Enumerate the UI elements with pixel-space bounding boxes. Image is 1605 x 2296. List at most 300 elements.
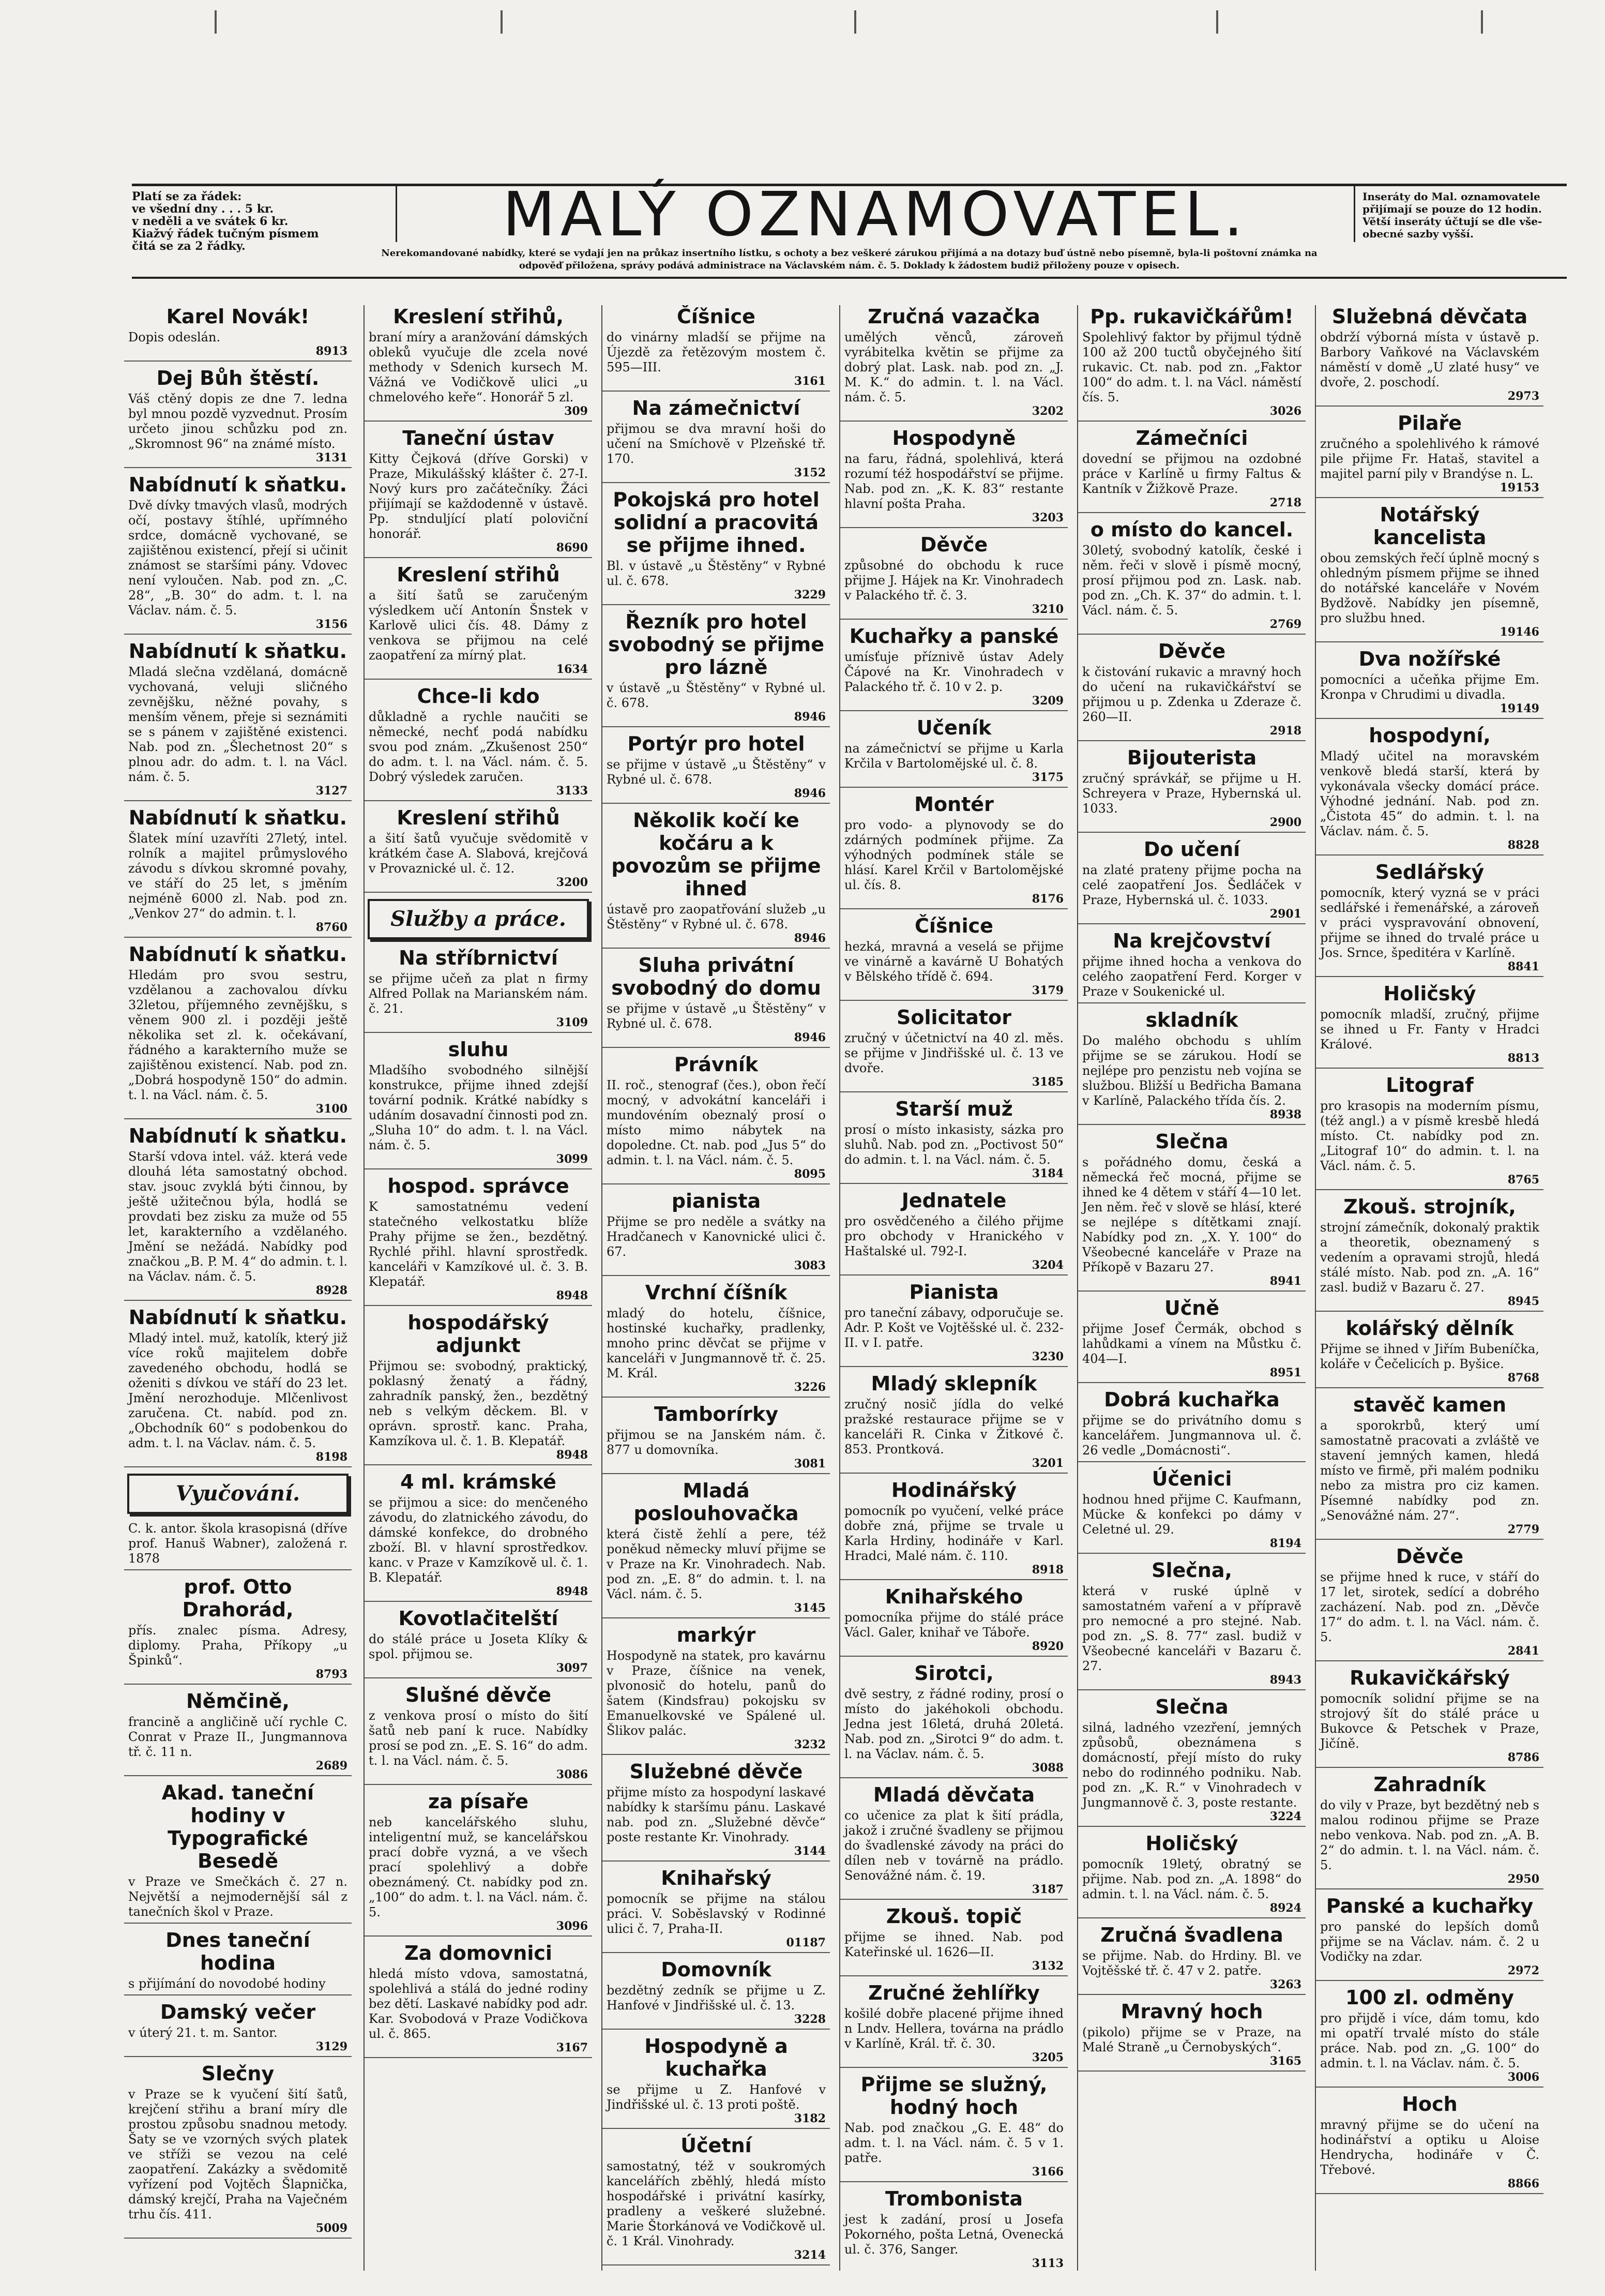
ad-text: se přijme. Nab. do Hrdiny. Bl. ve Vojtěšské tř. č. 47 v 2. patře.	[1082, 1948, 1301, 1978]
classified-ad	[840, 1281, 1068, 1367]
classified-ad	[602, 2134, 830, 2265]
ad-title: Služebné děvče	[629, 1760, 803, 1783]
classified-ad	[365, 806, 592, 893]
classified-ad	[840, 2073, 1068, 2182]
ad-title: prof. Otto Drahorád,	[182, 1575, 294, 1621]
ad-code: 8943	[1269, 1673, 1301, 1687]
classified-ad	[124, 1306, 352, 1467]
ad-text: přís. znalec písma. Adresy, diplomy. Praha, Příkopy „u Špinků“.	[128, 1623, 347, 1668]
ad-code: 19153	[1500, 481, 1539, 494]
classified-ad	[1316, 1667, 1543, 1768]
ad-text: pomocník, který vyzná se v práci sedlářské i řemenářské, a zároveň v práci vyspravování obnovení, přijme se ihned do trvalé práce u Jos. Srnce, špeditéra v Karlíně.	[1320, 886, 1539, 960]
ad-code: 2973	[1507, 389, 1539, 403]
classified-ad	[1078, 1388, 1306, 1462]
classified-ad	[1316, 1545, 1543, 1661]
ad-code: 8948	[556, 1289, 588, 1302]
ad-text: (pikolo) přijme se v Praze, na Malé Straně „u Černobyských“.	[1082, 2025, 1301, 2054]
classified-ad	[1078, 2000, 1306, 2072]
ad-title: Dej Bůh štěstí.	[156, 367, 320, 389]
classified-ad	[365, 1607, 592, 1678]
ad-code: 3228	[794, 2013, 826, 2026]
ad-title: Holičský	[1145, 1832, 1238, 1855]
ad-text: na faru, řádná, spolehlivá, která rozumí též hospodářství se přijme. Nab. pod zn. „K. K. 83“ restante hlavní pošta Praha.	[844, 452, 1064, 511]
classified-ad	[840, 2187, 1068, 2271]
ad-text: do vinárny mladší se přijme na Újezdě za řetězovým mostem č. 595—III.	[607, 330, 826, 374]
ad-text: se přijme hned k ruce, v stáří do 17 let, sirotek, sedící a dobrého zacházení. Nab. pod zn. „Děvče 17“ do adm. t. l. na Václ. nám. č. 5.	[1320, 1570, 1539, 1644]
ad-code: 8768	[1507, 1371, 1539, 1385]
classified-ad	[840, 625, 1068, 711]
classified-ad	[365, 1790, 592, 1937]
ad-code: 8945	[1507, 1295, 1539, 1308]
ad-code: 3179	[1032, 984, 1064, 997]
ad-title: Panské a kuchařky	[1326, 1895, 1534, 1917]
ad-title: Pokojská pro hotel solidní a pracovitá se přijme ihned.	[613, 488, 820, 557]
ad-code: 3145	[794, 1601, 826, 1615]
classified-ad	[365, 1311, 592, 1465]
ad-code: 3096	[556, 1919, 588, 1933]
ad-text: II. roč., stenograf (čes.), obon řečí mocný, v advokátní kanceláři i mundovéním obeznalý prosí o místo mimo nábytek na dopoledne. Ct. nab. pod „Jus 5“ do admin. t. l. na Václ. nám. č. 5.	[607, 1078, 826, 1167]
classified-ad	[1316, 305, 1543, 407]
ad-text: přijme ihned hocha a venkova do celého zaopatření Ferd. Korger v Praze v Soukenické ul.	[1082, 954, 1301, 999]
ad-code: 3097	[556, 1661, 588, 1675]
ad-title: Sluha privátní svobodný do domu	[611, 954, 821, 999]
ad-title: Sedlářský	[1375, 861, 1485, 883]
ad-code: 2689	[315, 1759, 347, 1773]
ad-code: 8946	[794, 1031, 826, 1044]
ad-title: Zručná švadlena	[1100, 1924, 1283, 1946]
ad-title: 4 ml. krámské	[400, 1470, 556, 1493]
ad-text: neb kancelářského sluhu, inteligentní muž, se kancelářskou prací dobře vyzná, a ve všech prací spolehlivý a dobře obeznámený. Ct. nabídky pod zn. „100“ do adm. t. l. na Václ. nám. č. 5.	[369, 1815, 588, 1919]
ad-code: 2718	[1269, 496, 1301, 509]
ad-text: strojní zámečník, dokonalý praktik a theoretik, obeznamený s vedením a opravami strojů, hledá stálé místo. Nab. pod zn. „A. 16“ zasl. budiž v Bazaru č. 27.	[1320, 1220, 1539, 1295]
ad-column	[365, 305, 592, 2271]
ad-title: Mladý sklepník	[871, 1372, 1037, 1395]
classified-ad	[840, 1372, 1068, 1474]
ad-text: která v ruské úplně v samostatném vaření a v přípravě pro nemocné a pro stejné. Nab. pod zn. „S. 8. 77“ zasl. budiž v Všeobecné kanceláři v Bazaru č. 27.	[1082, 1584, 1301, 1673]
classified-ad	[1078, 518, 1306, 635]
ad-text: pomocníci a učeňka přijme Em. Kronpa v Chrudimi u divadla.	[1320, 672, 1539, 702]
classified-ad	[602, 954, 830, 1048]
ad-code: 3132	[1032, 1959, 1064, 1973]
ad-text: v Praze se k vyučení šití šatů, krejčení střihu a braní míry dle prostou způsobu snadnou metody. Šaty se ve vzorných svých platek ve stříži se vezou na celé zaopatření. Zakázky a svědomitě vyřízení pod Vojtěch Šlapnička, dámský krejčí, Praha na Vaječném trhu čís. 411.	[128, 2087, 347, 2222]
ad-text: braní míry a aranžování dámských obleků vyučuje dle zcela nové methody v Sdenich kursech M. Vážná ve Vodičkově ulici „u chmelového keře“. Honorář 5 zl.	[369, 330, 588, 404]
classified-ad	[602, 488, 830, 605]
classified-ad	[1078, 305, 1306, 422]
insertion-info-box	[1362, 190, 1567, 240]
classified-ad	[602, 1760, 830, 1862]
ad-code: 8760	[315, 921, 347, 934]
ad-code: 3230	[1032, 1350, 1064, 1363]
ad-text: co učenice za plat k šití prádla, jakož i zručné švadleny se přijmou do švadlenské závody na práci do dílen neb v továrně na prádlo. Senovážné nám. č. 19.	[844, 1808, 1064, 1883]
note-line: odpověď přiložena, správy podává administrace na Václavském nám. č. 5. Doklady k žádostem budiž přiloženy pouze v opisech.	[519, 260, 1180, 271]
ad-title: Učeník	[916, 716, 992, 739]
ad-title: Zručná vazačka	[868, 305, 1040, 328]
ad-title: stavěč kamen	[1353, 1393, 1507, 1416]
info-line: obecné sazby vyšší.	[1362, 228, 1474, 240]
ad-title: Knihařského	[885, 1585, 1023, 1608]
ad-title: Montér	[914, 793, 994, 816]
ad-text: s pořádného domu, česká a německá řeč mocná, přijme se ihned ke 4 dětem v stáří 4—10 let. Jen něm. řeč v slově se hlásí, které se nejlépe s dítětkami znají. Nabídky pod zn. „X. Y. 100“ do Všeobecné kanceláře v Praze na Příkopě v Bazaru 27.	[1082, 1155, 1301, 1274]
ad-text: Mladá slečna vzdělaná, domácně vychovaná, veluji sličného zevnějšku, něžné povahy, s menším věnem, přeje si seznámiti se s pánem v zajištěné existenci. Nab. pod zn. „Šlechetnost 20“ s plnou adr. do adm. t. l. na Václ. nám. č. 5.	[128, 665, 347, 784]
ad-code: 3226	[794, 1380, 826, 1394]
ad-text: Přijme se ihned v Jiřím Bubeníčka, koláře v Čečelicích p. Byšice.	[1320, 1342, 1539, 1371]
note-line: Nerekomandované nabídky, které se vydají jen na průkaz insertního lístku, s ochoty a bez veškeré zárukou přijímá a na dotazy buď ústně nebo písemně, byla-li poštovní známka na	[381, 248, 1318, 259]
ad-text: na zámečnictví se přijme u Karla Krčila v Bartolomějské ul. č. 8.	[844, 741, 1064, 771]
ad-title: pianista	[671, 1190, 761, 1212]
ad-code: 3202	[1032, 404, 1064, 418]
ad-text: Bl. v ústavě „u Štěstěny“ v Rybné ul. č. 678.	[607, 559, 826, 588]
classified-ad	[124, 1929, 352, 1995]
ad-text: přijme Josef Čermák, obchod s lahůdkami a vínem na Můstku č. 404—I.	[1082, 1322, 1301, 1366]
classified-ad	[840, 1189, 1068, 1275]
ad-code: 3109	[556, 1016, 588, 1029]
ad-text: v ústavě „u Štěstěny“ v Rybné ul. č. 678.	[607, 681, 826, 710]
ad-title: Hospodyně	[892, 427, 1016, 449]
ad-code: 3131	[315, 451, 347, 464]
ad-text: zručný nosič jídla do velké pražské restaurace přijme se v kanceláři R. Cinka v Žitkové č. 853. Prontková.	[844, 1397, 1064, 1457]
ad-text: pro taneční zábavy, odporučuje se. Adr. P. Košt ve Vojtěšské ul. č. 232-II. v I. patře.	[844, 1305, 1064, 1350]
ad-title: Slečna	[1155, 1695, 1229, 1718]
ad-title: Dobrá kuchařka	[1104, 1388, 1280, 1411]
classified-ad	[840, 305, 1068, 422]
margin-mark	[215, 10, 217, 34]
ad-code: 2769	[1269, 618, 1301, 631]
ad-code: 3224	[1269, 1810, 1301, 1823]
price-line: Kiažvý řádek tučným písmem	[132, 228, 319, 240]
ad-code: 8095	[794, 1167, 826, 1181]
classified-ad	[1316, 412, 1543, 498]
ad-text: do vily v Praze, byt bezdětný neb s malou rodinou přijme se Praze nebo venkova. Nab. pod zn. „A. B. 2“ do admin. t. l. na Václ. nám. č. 5.	[1320, 1798, 1539, 1872]
ad-title: hospod. správce	[387, 1175, 569, 1197]
ad-text: se přijme v ústavě „u Štěstěny“ v Rybné ul. č. 678.	[607, 1001, 826, 1031]
ad-title: Zkouš. topič	[886, 1905, 1022, 1928]
classified-ad	[365, 947, 592, 1033]
ad-code: 2918	[1269, 724, 1301, 738]
ad-code: 8194	[1269, 1537, 1301, 1550]
ad-text: mravný přijme se do učení na hodinářství a optiku u Aloise Hendrycha, hodináře v Č. Třebové.	[1320, 2118, 1539, 2177]
ad-code: 3088	[1032, 1761, 1064, 1775]
ad-title: Kreslení střihů,	[393, 305, 564, 328]
ad-code: 2779	[1507, 1523, 1539, 1536]
info-line: Větší inseráty účtují se dle vše-	[1362, 215, 1542, 228]
ad-code: 3127	[315, 784, 347, 798]
classified-ad	[1316, 1195, 1543, 1312]
ad-text: Starší vdova intel. váž. která vede dlouhá léta samostatný obchod. stav. jsouc zvyklá býti činnou, by ještě užitečnou býla, hodlá se provdati bez zisku za muže od 55 let, karakterního a vzdělaného. Jmění se nežádá. Nabídky pod značkou „B. P. M. 4“ do admin. t. l. na Václav. nám. č. 5.	[128, 1149, 347, 1284]
ad-title: Kuchařky a panské	[849, 625, 1059, 648]
ad-text: s přijímání do novodobé hodiny	[128, 1976, 326, 1991]
ad-text: a sporokrbů, který umí samostatně pracovati a zvláště ve stavení jemných kamen, hledá místo ve firmě, při malém podniku nebo za mistra pro ciz kamen. Písemné nabídky pod zn. „Senovážné nám. 27“.	[1320, 1418, 1539, 1523]
ad-title: Číšnice	[915, 914, 993, 937]
ad-text: způsobné do obchodu k ruce přijme J. Hájek na Kr. Vinohradech v Palackého tř. č. 3.	[844, 558, 1064, 603]
classified-ad	[1316, 648, 1543, 719]
classified-ad	[602, 1958, 830, 2030]
ad-columns	[124, 305, 1572, 2271]
classified-ad	[124, 806, 352, 938]
ad-code: 3232	[794, 1738, 826, 1751]
classified-ad	[124, 1124, 352, 1301]
ad-title: Slečny	[201, 2062, 275, 2085]
ad-code: 3214	[794, 2248, 826, 2262]
ad-text: pro osvědčeného a čilého přijme pro obchody v Hranického v Haštalské ul. 792-I.	[844, 1214, 1064, 1258]
ad-text: na zlaté prateny přijme pocha na celé zaopatření Jos. Šedláček v Praze, Hybernská ul. č. 1033.	[1082, 863, 1301, 907]
ad-title: Služebná děvčata	[1331, 305, 1528, 328]
classified-ad	[602, 610, 830, 727]
ad-title: Solicitator	[897, 1006, 1011, 1029]
ad-text: důkladně a rychle naučiti se německé, nechť podá nabídku svou pod znám. „Zkušenost 250“ do adm. t. l. na Václ. nám. č. 5. Dobrý výsledek zaručen.	[369, 710, 588, 784]
ad-code: 3144	[794, 1844, 826, 1858]
ad-text: Hospodyně na statek, pro kavárnu v Praze, číšnice na venek, plvonosič do hotelu, panů do šatem (Kindsfrau) pokojsku sv Emanuelkovské ve Spálené ul. Šlikov palác.	[607, 1648, 826, 1738]
ad-title: o místo do kancel.	[1090, 518, 1294, 541]
ad-text: zručného a spolehlivého k rámové pile přijme Fr. Hataš, stavitel a majitel parní pily v Brandýse n. L.	[1320, 437, 1539, 481]
classified-ad	[124, 305, 352, 362]
ad-text: do stálé práce u Joseta Klíky & spol. přijmou se.	[369, 1632, 588, 1661]
classified-ad	[1078, 929, 1306, 1003]
ad-code: 1634	[556, 663, 588, 676]
ad-title: Litograf	[1386, 1074, 1474, 1097]
classified-ad	[1316, 1393, 1543, 1540]
classified-ad	[1316, 1317, 1543, 1388]
ad-code: 3209	[1032, 694, 1064, 708]
ad-title: skladník	[1145, 1009, 1238, 1031]
ad-text: se přijme u Z. Hanfové v Jindřišské ul. č. 13 proti poště.	[607, 2082, 826, 2112]
margin-mark	[1216, 10, 1218, 34]
ad-code: 3081	[794, 1457, 826, 1470]
ad-title: Portýr pro hotel	[627, 732, 805, 755]
ad-title: hospodyní,	[1369, 724, 1491, 747]
ad-code: 3099	[556, 1152, 588, 1166]
ad-title: za písaře	[428, 1790, 528, 1813]
classified-ad	[124, 367, 352, 468]
ad-text: K samostatnému vedení statečného velkostatku blíže Prahy přijme se žen., bezdětný. Rychlé přihl. hlavní sprostředk. kanceláři v Kamzíkové ul. č. 3. B. Klepatář.	[369, 1199, 588, 1289]
classified-ad	[1316, 503, 1543, 642]
ad-title: Nabídnutí k sňatku.	[128, 1306, 347, 1329]
ad-text: obdrží výborná místa v ústavě p. Barbory Vaňkové na Václavském náměstí v domě „U zlaté husy“ ve dvoře, 2. poschodí.	[1320, 330, 1539, 389]
ad-title: Starší muž	[895, 1098, 1013, 1120]
ad-title: Trombonista	[885, 2187, 1023, 2210]
ad-title: Hoch	[1402, 2093, 1458, 2115]
ad-title: Mravný hoch	[1121, 2000, 1263, 2023]
ad-title: Číšnice	[677, 305, 755, 328]
classified-ad	[1078, 1924, 1306, 1995]
ad-code: 8946	[794, 932, 826, 945]
header-note	[132, 247, 1567, 272]
ad-title: Vrchní číšník	[645, 1281, 788, 1304]
ad-title: Několik kočí ke kočáru a k povozům se přijme ihned	[611, 809, 821, 900]
classified-ad	[840, 793, 1068, 909]
ad-title: Nabídnutí k sňatku.	[128, 806, 347, 829]
ad-title: Právník	[674, 1053, 759, 1076]
ad-text: k čistování rukavic a mravný hoch do učení na rukavičkářství se přijmou u p. Zdenka u Zderaze č. 260—II.	[1082, 665, 1301, 724]
ad-code: 3156	[315, 618, 347, 631]
ad-text: umělých věnců, zároveň vyrábitelka květin se přijme za dobrý plat. Lask. nab. pod zn. „J. M. K.“ do admin. t. l. na Václ. nám. č. 5.	[844, 330, 1064, 404]
ad-title: Přijme se služný, hodný hoch	[860, 2073, 1048, 2119]
ad-text: přijme se ihned. Nab. pod Kateřinské ul. 1626—II.	[844, 1930, 1064, 1959]
margin-mark	[854, 10, 856, 34]
ad-text: samostatný, též v soukromých kancelářích zběhlý, hledá místo hospodářské i privátní kasírky, pradleny a veškeré služebné. Marie Štorkánová ve Vodičkově ul. č. 1 Král. Vinohrady.	[607, 2159, 826, 2248]
classified-ad	[840, 427, 1068, 528]
classified-ad	[1316, 724, 1543, 856]
section-header	[132, 178, 1567, 279]
ad-code: 3133	[556, 784, 588, 798]
ad-text: pomocník po vyučení, velké práce dobře zná, přijme se trvale u Karla Hrdiny, hodináře v Karl. Hradci, Malé nám. č. 110.	[844, 1504, 1064, 1563]
info-line: Inseráty do Mal. oznamovatele	[1362, 190, 1540, 203]
ad-title: Mladá poslouhovačka	[633, 1479, 799, 1525]
ad-title: kolářský dělník	[1345, 1317, 1514, 1340]
ad-text: prosí o místo inkasisty, sázka pro sluhů. Nab. pod zn. „Poctivost 50“ do admin. t. l. na Václ. nám. č. 5.	[844, 1122, 1064, 1167]
classified-ad	[840, 1783, 1068, 1900]
classified-ad	[602, 1281, 830, 1398]
ad-code: 8924	[1269, 1901, 1301, 1915]
ad-text: se přijme v ústavě „u Štěstěny“ v Rybné ul. č. 678.	[607, 757, 826, 787]
ad-code: 8920	[1032, 1640, 1064, 1653]
ad-code: 3201	[1032, 1457, 1064, 1470]
classified-ad	[124, 1781, 352, 1924]
classified-ad	[365, 563, 592, 680]
classified-ad	[365, 427, 592, 558]
ad-title: Hospodyně a kuchařka	[644, 2035, 788, 2080]
ad-code: 8793	[315, 1668, 347, 1681]
ad-code: 5009	[315, 2222, 347, 2235]
classified-ad	[1316, 1773, 1543, 1889]
ad-code: 8176	[1032, 892, 1064, 906]
ad-text: v Praze ve Smečkách č. 27 n. Největší a nejmodernější sál z tanečních škol v Praze.	[128, 1874, 347, 1919]
ad-code: 3161	[794, 374, 826, 388]
ad-code: 2900	[1269, 816, 1301, 829]
ad-title: Zahradník	[1373, 1773, 1486, 1796]
top-margin-marks	[0, 0, 1605, 41]
ad-text: obou zemských řečí úplně mocný s ohledným písmem přijme se ihned do notářské kanceláře v Novém Bydžově. Nabídky jen písemně, pro službu hned.	[1320, 551, 1539, 625]
ad-text: se přijme učeň za plat n firmy Alfred Pollak na Marianském nám. č. 21.	[369, 971, 588, 1016]
ad-code: 8951	[1269, 1366, 1301, 1379]
ad-code: 01187	[786, 1936, 826, 1949]
ad-text: Váš ctěný dopis ze dne 7. ledna byl mnou pozdě vyzvednut. Prosím určeto jinou schůzku pod zn. „Skromnost 96“ na známé místo.	[128, 392, 347, 451]
classified-ad	[1316, 1074, 1543, 1190]
ad-text: Mladý intel. muž, katolík, který již více roků majitelem dobře zavedeného obchodu, hodlá se oženiti s dívkou ve stáří do 23 let. Jmění nerozhoduje. Mlčenlivost zaručena. Ct. nabíd. pod zn. „Obchodník 60“ s podobenkou do adm. t. l. na Václav. nám. č. 5.	[128, 1331, 347, 1450]
ad-title: markýr	[676, 1624, 756, 1646]
ad-text: Mladšího svobodného silnější konstrukce, přijme ihned zdejší tovární podnik. Krátké nabídky s udáním dosavadní činnosti pod zn. „Sluha 10“ do adm. t. l. na Václ. nám. č. 5.	[369, 1063, 588, 1152]
classified-ad	[365, 1038, 592, 1169]
ad-column	[602, 305, 830, 2271]
ad-code: 8928	[315, 1284, 347, 1297]
ad-code: 8828	[1507, 838, 1539, 852]
ad-title: Domovník	[661, 1958, 771, 1981]
classified-ad	[1078, 640, 1306, 741]
classified-ad	[840, 1905, 1068, 1976]
classified-ad	[365, 1684, 592, 1785]
ad-text: ústavě pro zaopatřování služeb „u Štěstěny“ v Rybné ul. č. 678.	[607, 902, 826, 932]
classified-ad	[1078, 1832, 1306, 1918]
section-heading: Vyučování.	[127, 1474, 349, 1514]
ad-code: 8690	[556, 541, 588, 554]
ad-text: v úterý 21. t. m. Santor.	[128, 2025, 278, 2040]
classified-ad	[840, 1479, 1068, 1580]
classified-ad	[365, 1470, 592, 1602]
ad-text: Dopis odeslán.	[128, 330, 221, 344]
ad-title: Slečna	[1155, 1130, 1229, 1153]
ad-text: Přijmou se: svobodný, praktický, poklasný ženatý a řádný, zahradník panský, žen., bezdětný neb s velkým děckem. Bl. v oprávn. sprostř. kanc. Praha, Kamzíkova ul. č. 1. B. Klepatář.	[369, 1359, 588, 1448]
ad-title: Taneční ústav	[402, 427, 554, 449]
ad-title: Na zámečnictví	[632, 397, 800, 419]
ad-text: pro krasopis na moderním písmu, (též angl.) a v písmě kresbě hledá místo. Ct. nabídky pod zn. „Litograf 10“ do admin. t. l. na Václ. nám. č. 5.	[1320, 1099, 1539, 1173]
price-line: čitá se za 2 řádky.	[132, 240, 246, 252]
ad-title: Nabídnutí k sňatku.	[128, 1124, 347, 1147]
ad-code: 3185	[1032, 1075, 1064, 1089]
classified-ad	[124, 2062, 352, 2239]
classified-ad	[365, 685, 592, 801]
ad-text: pomocníka přijme do stálé práce Václ. Galer, knihař ve Táboře.	[844, 1610, 1064, 1640]
ad-text: umísťuje příznivě ústav Adely Čápové na Kr. Vinohradech v Palackého tř. č. 10 v 2. p.	[844, 650, 1064, 694]
ad-code: 8813	[1507, 1052, 1539, 1065]
ad-code: 3113	[1032, 2257, 1064, 2270]
ad-text: Nab. pod značkou „G. E. 48“ do adm. t. l. na Václ. nám. č. 5 v 1. patře.	[844, 2121, 1064, 2165]
classified-ad	[124, 640, 352, 801]
classified-ad	[1078, 838, 1306, 924]
ad-title: Kreslení střihů	[397, 806, 560, 829]
ad-title: Zručné žehlířky	[868, 1982, 1040, 2004]
ad-text: a šití šatů vyučuje svědomitě v krátkém čase A. Slabová, krejčová v Provaznické ul. č. 12.	[369, 831, 588, 876]
ad-text: pro přijdě i více, dám tomu, kdo mi opatří trvalé místo do stále práce. Nab. pod zn. „G. 100“ do admin. t. l. na Václav. nám. č. 5.	[1320, 2011, 1539, 2070]
classified-ad	[1078, 1559, 1306, 1690]
classified-ad	[840, 1585, 1068, 1657]
margin-mark	[501, 10, 503, 34]
ad-code: 8786	[1507, 1751, 1539, 1764]
ad-title: Řezník pro hotel svobodný se přijme pro lázně	[608, 610, 825, 679]
classified-ad	[124, 943, 352, 1119]
ad-text: se přijmou a sice: do menčeného závodu, do zlatnického závodu, do dámské konfekce, do drobného zboží. Bl. v hlavní sprostředkov. kanc. v Praze v Kamzíkově ul. č. 1. B. Klepatář.	[369, 1495, 588, 1585]
classified-ad	[1078, 1009, 1306, 1125]
ad-code: 3166	[1032, 2165, 1064, 2179]
margin-mark	[1481, 10, 1483, 34]
ad-code: 8198	[315, 1450, 347, 1464]
ad-code: 3026	[1269, 404, 1301, 418]
ad-code: 3205	[1032, 2051, 1064, 2064]
ad-title: Pilaře	[1397, 412, 1462, 434]
ad-text: pomocník se přijme na stálou práci. V. Soběslavský v Rodinné ulici č. 7, Praha-II.	[607, 1892, 826, 1936]
ad-code: 3152	[794, 466, 826, 479]
ad-code: 8946	[794, 710, 826, 724]
ad-column	[1316, 305, 1543, 2271]
ad-column	[124, 305, 352, 2271]
ad-text: jest k zadání, prosí u Josefa Pokorného, pošta Letná, Ovenecká ul. č. 376, Sanger.	[844, 2212, 1064, 2257]
ad-text: Mladý učitel na moravském venkově bledá starší, která by vykonávala všecky domácí práce. Výhodné jednání. Nab. pod zn. „Čistota 45“ do admin. t. l. na Václav. nám. č. 5.	[1320, 749, 1539, 838]
ad-title: Účetní	[680, 2134, 752, 2157]
classified-ad	[1316, 982, 1543, 1069]
classified-ad	[840, 1982, 1068, 2068]
ad-code: 3182	[794, 2112, 826, 2125]
classified-ad	[602, 1867, 830, 1953]
classified-ad	[840, 716, 1068, 788]
price-line: Platí se za řádek:	[132, 190, 242, 203]
classified-ad	[124, 1575, 352, 1685]
ad-title: Za domovnici	[404, 1942, 552, 1964]
ad-text: košilé dobře placené přijme ihned n Lndv. Hellera, továrna na prádlo v Karlíně, Král. tř. č. 30.	[844, 2006, 1064, 2051]
ad-code: 3200	[556, 876, 588, 889]
ad-title: Kreslení střihů	[397, 563, 560, 586]
price-line: v neděli a ve svátek 6 kr.	[132, 215, 289, 228]
classified-ad	[1316, 1986, 1543, 2088]
classified-ad	[124, 1521, 352, 1570]
ad-text: mladý do hotelu, číšnice, hostinské kuchařky, pradlenky, mnoho princ děvčat se přijme v kanceláři v Jungmannově tř. č. 25. M. Král.	[607, 1306, 826, 1380]
ad-title: Hodinářský	[891, 1479, 1017, 1502]
ad-text: Dvě dívky tmavých vlasů, modrých očí, postavy štíhlé, upřímného srdce, domácně vychované, se zajištěnou existencí, přejí si učinit známost se staršími pány. Vdovec není vyloučen. Nab. pod zn. „C. 28“, „B. 30“ do adm. t. l. na Václav. nám. č. 5.	[128, 498, 347, 618]
price-box	[132, 190, 385, 252]
classified-ad	[365, 1175, 592, 1306]
ad-title: Rukavičkářský	[1350, 1667, 1510, 1689]
ad-title: Slušné děvče	[405, 1684, 552, 1706]
ad-code: 3083	[794, 1259, 826, 1272]
classified-ad	[1078, 1695, 1306, 1827]
ad-code: 8946	[794, 787, 826, 800]
